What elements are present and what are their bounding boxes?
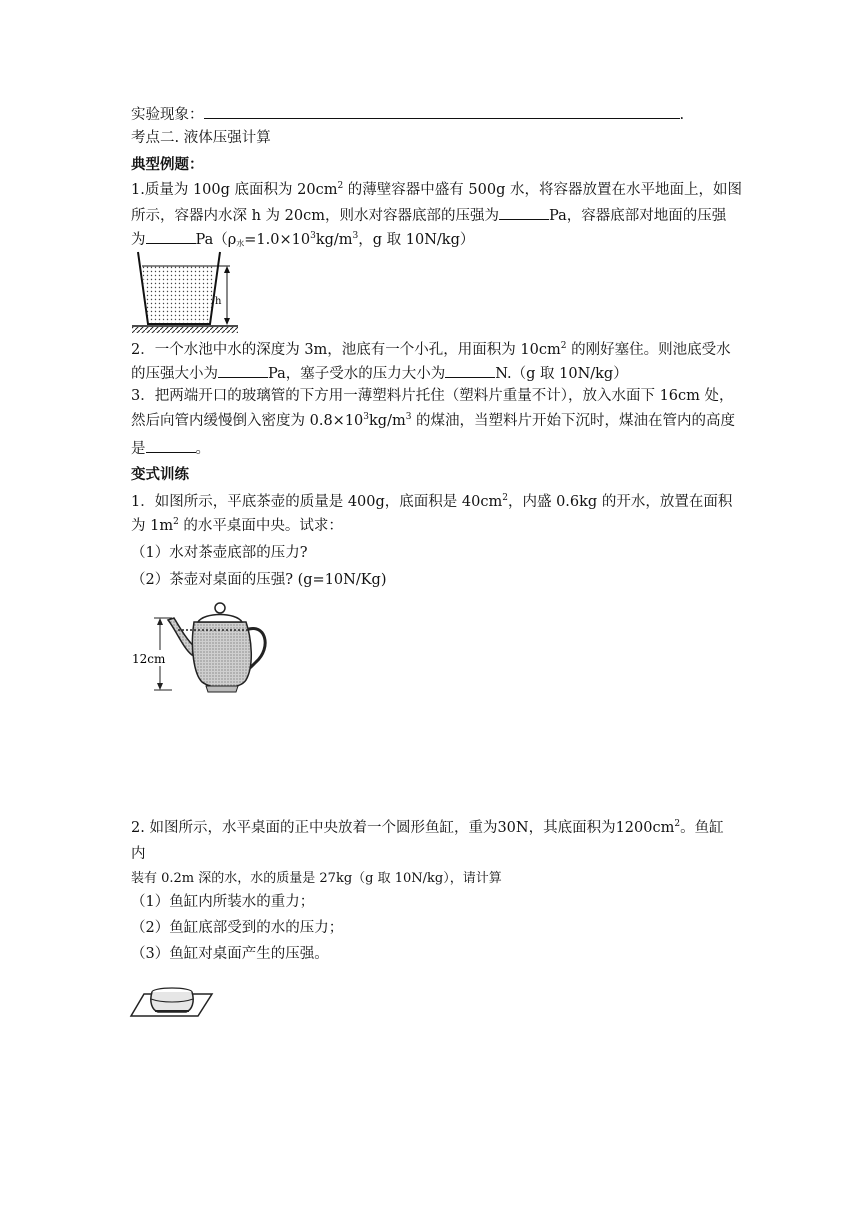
p2-sub-2: （2）鱼缸底部受到的水的压力； (131, 920, 344, 936)
p1-sub-1: （1）水对茶壶底部的压力? (131, 545, 308, 561)
answer-blank (445, 363, 495, 378)
answer-blank (146, 438, 196, 453)
section-title: 考点二. 液体压强计算 (131, 130, 271, 146)
answer-blank (499, 205, 549, 220)
practice-heading: 变式训练 (131, 466, 189, 483)
q1-line-1: 1.质量为 100g 底面积为 $20cm^2$ 的薄壁容器中盛有 500g 水，将容器放置在水平地面上，如图 (131, 181, 742, 198)
phenomenon-line: 实验现象： . (131, 104, 684, 125)
q3-line-3: 是 。 (131, 438, 210, 459)
p2-sub-1: （1）鱼缸内所装水的重力； (131, 894, 315, 910)
p2-sub-3: （3）鱼缸对桌面产生的压强。 (131, 946, 329, 962)
examples-heading: 典型例题： (131, 156, 204, 173)
p2-line-3: 装有 0.2m 深的水，水的质量是 27kg（g 取 10N/kg），请计算 (131, 871, 502, 886)
answer-blank (204, 104, 680, 119)
p1-line-2: 为 $1m^2$ 的水平桌面中央。试求： (131, 517, 343, 534)
teapot-figure (128, 600, 270, 700)
q3-line-1: 3．把两端开口的玻璃管的下方用一薄塑料片托住（塑料片重量不计），放入水面下 16cm 处， (131, 388, 734, 404)
p2-line-1: 2. 如图所示，水平桌面的正中央放着一个圆形鱼缸，重为30N，其底面积为$1200cm^2$。鱼缸 (131, 819, 724, 836)
p1-sub-2: （2）茶壶对桌面的压强? (g=10N/Kg) (131, 572, 387, 588)
answer-blank (218, 363, 268, 378)
fishtank-figure (128, 978, 218, 1020)
q2-line-1: 2．一个水池中水的深度为 3m，池底有一个小孔，用面积为 $10cm^2$ 的刚好塞住。则池底受水 (131, 341, 731, 358)
q1-line-3: 为 $Pa(\rho_水=1.0\times 10^3kg/m^3$，g 取 10N/kg） (131, 231, 475, 248)
container-figure (130, 250, 240, 336)
p1-line-1: 1．如图所示，平底茶壶的质量是 400g，底面积是 $40cm^2$，内盛 0.6kg 的开水，放置在面积 (131, 493, 733, 510)
answer-blank (146, 229, 196, 244)
q2-line-2: 的压强大小为 Pa，塞子受水的压力大小为 N.（g 取 10N/kg） (131, 363, 628, 384)
q3-line-2: 然后向管内缓慢倒入密度为 $0.8\times 10^3kg/m^3$ 的煤油，当塑料片开始下沉时，煤油在管内的高度 (131, 412, 736, 429)
phenomenon-label: 实验现象： (131, 107, 204, 123)
p2-line-2: 内 (131, 846, 146, 862)
fig2-label: 12cm (132, 652, 166, 666)
fig1-label: h (215, 296, 222, 307)
q1-line-2: 所示，容器内水深 h 为 20cm，则水对容器底部的压强为 Pa，容器底部对地面的压强 (131, 205, 726, 226)
